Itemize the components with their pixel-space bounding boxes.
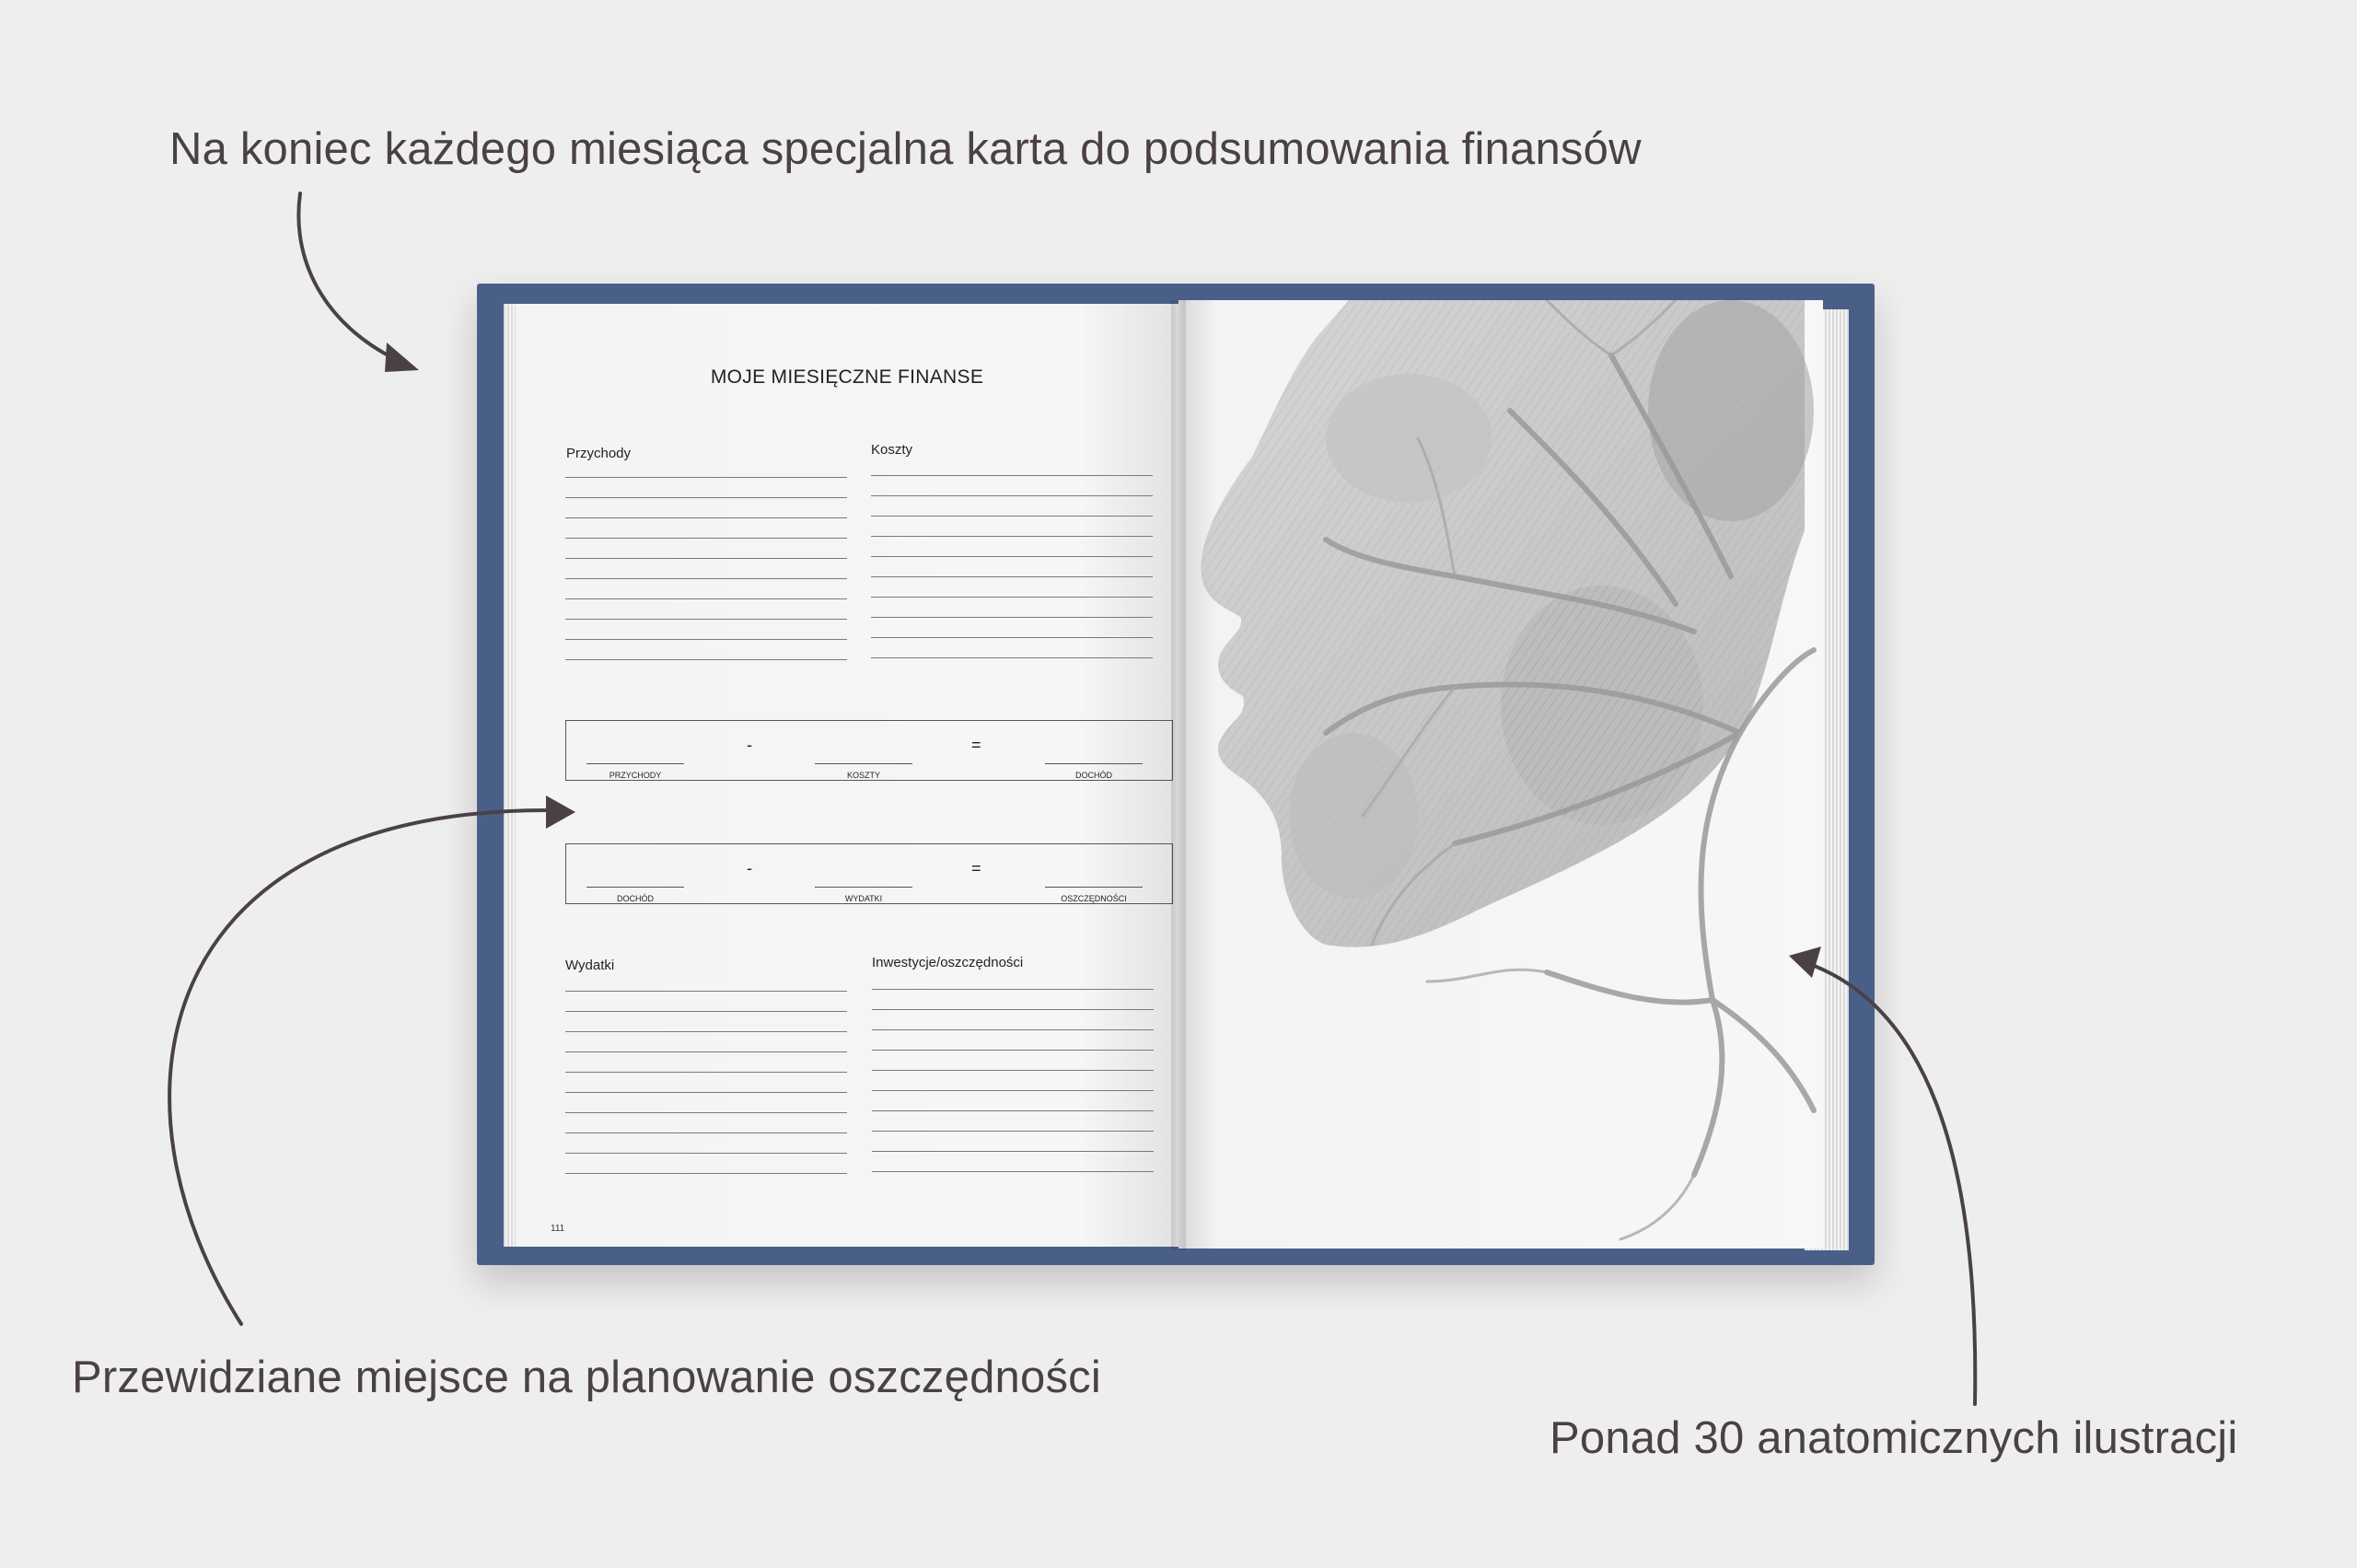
caption-right: Ponad 30 anatomicznych ilustracji	[1550, 1413, 2238, 1463]
calc-1-c: DOCHÓD	[1075, 771, 1112, 780]
illustration-page	[1178, 300, 1823, 1249]
calc-1-a: PRZYCHODY	[609, 771, 662, 780]
anatomical-face-illustration	[1178, 300, 1823, 1249]
calc-2-op2: =	[971, 859, 981, 877]
caption-top: Na koniec każdego miesiąca specjalna karta do podsumowania finansów	[169, 124, 1642, 174]
arrow-top	[298, 193, 405, 364]
caption-left: Przewidziane miejsce na planowanie oszczędności	[72, 1353, 1101, 1402]
expenses-lines	[565, 991, 847, 1193]
income-lines	[565, 477, 847, 679]
costs-lines	[871, 475, 1153, 678]
calc-1-b: KOSZTY	[846, 771, 880, 780]
calc-2-c: OSZCZĘDNOŚCI	[1061, 894, 1127, 903]
investments-lines	[872, 989, 1154, 1191]
calc-1-op1: -	[747, 736, 752, 754]
book-gutter	[1171, 300, 1186, 1250]
calc-2-b: WYDATKI	[844, 894, 883, 903]
income-calc-box	[565, 720, 1173, 781]
expenses-label: Wydatki	[565, 958, 615, 973]
page-number: 111	[551, 1224, 565, 1234]
calc-1-op2: =	[971, 736, 981, 754]
page-title: MOJE MIESIĘCZNE FINANSE	[710, 366, 984, 388]
calc-2-a: DOCHÓD	[617, 894, 654, 903]
income-label: Przychody	[566, 446, 632, 461]
costs-label: Koszty	[871, 442, 913, 458]
arrowhead-top	[385, 343, 419, 372]
calc-2-op1: -	[747, 859, 752, 877]
investments-label: Inwestycje/oszczędności	[872, 955, 1024, 970]
savings-calc-box	[565, 843, 1173, 904]
planner-page	[516, 304, 1178, 1247]
